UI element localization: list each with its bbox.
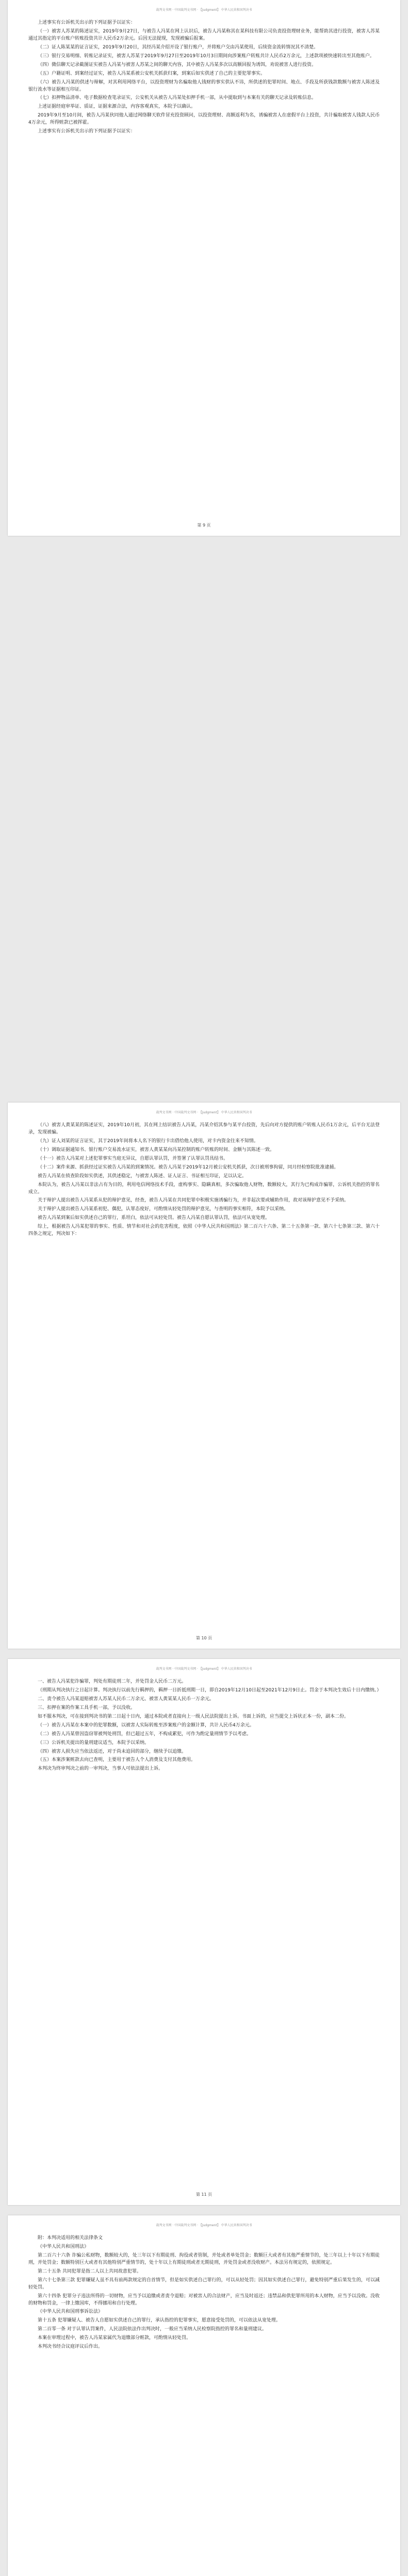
document-page [8,1103,400,1649]
paragraph: 综上，根据被告人冯某犯罪的事实、性质、情节和对社会的危害程度，依照《中华人民共和国刑法》第二百六十六条、第二十五条第一款、第六十七条第三款、第六十四条之规定，判决如下： [28,1224,380,1237]
paragraph: （十一）被告人冯某对上述犯罪事实当庭无异议，自愿认罪认罚，并签署了认罪认罚具结书。 [38,1156,229,1161]
paragraph: （一）被告人冯某在本案中的犯罪数额，以被害人实际转账至涉案账户的金额计算，共计人民币4万余元。 [38,1722,254,1728]
page-header: 裁判文书网 · 中国裁判文书网 · 【Judgment】 中华人民共和国判决书 [156,8,252,12]
document-page [8,2215,400,2576]
paragraph: 如不服本判决，可在接到判决书的第二日起十日内，通过本院或者直接向上一级人民法院提出上诉。书面上诉的，应当提交上诉状正本一份，副本二份。 [38,1714,349,1719]
paragraph: 一、被告人冯某犯诈骗罪，判处有期徒刑二年，并处罚金人民币二万元。 [38,1679,187,1684]
paragraph: （三）公诉机关提出的量刑建议适当，本院予以采纳。 [38,1740,150,1745]
paragraph: （六）被告人冯某的供述与辩解，对其利用网络平台，以投资理财为名骗取他人钱财的事实供认不讳，所供述的犯罪时间、地点、手段及所获钱款数额与被害人陈述及银行流水等证据相互印证。 [28,79,380,92]
paragraph: 被告人冯某到案后如实供述自己的罪行，系坦白，依法可从轻处罚。被告人冯某自愿认罪认罚，依法可从宽处理。 [38,1215,270,1221]
paragraph: （一）被害人苏某的陈述证实，2019年9月27日，与被告人冯某在网上认识后，被告人冯某称其在某科技有限公司负责投资理财业务，能帮助其进行投资，被害人苏某通过其指定的平台账户转账投资共计人民币2万余元。后因无法提现，发现被骗后报案。 [28,28,380,41]
paragraph: （五）本案涉案赃款去向已查明，主要用于被告人个人消费及支付其他费用。 [38,1757,196,1763]
paragraph: 附：本判决适用的相关法律条文 [38,2235,103,2241]
document-page [8,0,400,536]
page-body [28,1679,380,1774]
paragraph: 第二十五条 共同犯罪是指二人以上共同故意犯罪。 [38,2268,141,2274]
paragraph: 上述事实有公诉机关出示的下列证据予以证实： [38,20,136,25]
paragraph: 关于辩护人提出被告人冯某系初犯、偶犯，认罪态度好，可酌情从轻处罚的辩护意见，与查明的事实相符，本院予以采纳。 [38,1207,289,1212]
page-header: 裁判文书网 · 中国裁判文书网 · 【Judgment】 中华人民共和国判决书 [156,1111,252,1114]
paragraph: （刑期从判决执行之日起计算。判决执行以前先行羁押的，羁押一日折抵刑期一日，即自2019年12月10日起至2021年12月9日止。罚金于本判决生效后十日内缴纳。） [38,1687,382,1693]
page-header: 裁判文书网 · 中国裁判文书网 · 【Judgment】 中华人民共和国判决书 [156,1667,252,1671]
page-number: 第 10 页 [195,1636,213,1640]
page-body [28,2235,380,2352]
paragraph: 上述事实有公诉机关出示的下列证据予以证实： [38,129,136,134]
paragraph: （十二）案件来源、抓获经过证实被告人冯某的到案情况。被告人冯某于2019年12月被公安机关抓获，次日被刑事拘留，同月经检察院批准逮捕。 [38,1164,339,1170]
page-number: 第 9 页 [197,523,211,528]
paragraph: 被告人冯某在侦查阶段如实供述，其供述稳定，与被害人陈述、证人证言、书证相互印证，足以认定。 [38,1173,247,1179]
page-number: 第 11 页 [195,2192,213,2197]
paragraph: （二）被告人冯某曾因盗窃罪被判处刑罚，但已超过五年，不构成累犯，可作为酌定量刑情节予以考虑。 [38,1731,252,1737]
paragraph: 二、责令被告人冯某退赔被害人苏某人民币二万余元、被害人黄某某人民币一万余元。 [38,1696,215,1702]
page-body [28,1122,380,1240]
paragraph: 《中华人民共和国刑法》 [38,2244,89,2249]
paragraph: 第六十四条 犯罪分子违法所得的一切财物，应当予以追缴或者责令退赔；对被害人的合法财产，应当及时返还；违禁品和供犯罪所用的本人财物，应当予以没收。没收的财物和罚金，一律上缴国库，不得挪用和自行处理。 [28,2293,380,2306]
paragraph: 《中华人民共和国刑事诉讼法》 [38,2309,103,2315]
paragraph: 关于辩护人提出被告人冯某系从犯的辩护意见，经查，被告人冯某在共同犯罪中积极实施诱骗行为，并非起次要或辅助作用，故对该辩护意见不予采纳。 [38,1198,349,1204]
paragraph: （八）被害人黄某某的陈述证实，2019年10月初，其在网上结识被告人冯某，冯某介绍其参与某平台投资，先后向对方提供的账户转账人民币1万余元，后平台无法登录，发现被骗。 [28,1123,380,1135]
page-body [28,20,380,137]
paragraph: （十）调取证据通知书、银行账户交易流水证实，被害人黄某某向冯某控制的账户转账的时间、金额与其陈述一致。 [38,1147,275,1153]
paragraph: （四）微信聊天记录截图证实被告人冯某与被害人苏某之间的聊天内容，其中被告人冯某多次以高额回报为诱饵，劝说被害人进行投资。 [38,62,317,67]
paragraph: 本判决书经合议庭评议后作出。 [38,2344,103,2350]
paragraph: 第二百六十六条 诈骗公私财物，数额较大的，处三年以下有期徒刑、拘役或者管制，并处或者单处罚金；数额巨大或者有其他严重情节的，处三年以上十年以下有期徒刑，并处罚金；数额特别巨大或者有其他特别严重情节的，处十年以上有期徒刑或者无期徒刑，并处罚金或者没收财产。本法另有规定的，依照规定。 [28,2252,380,2265]
paragraph: （七）扣押物品清单、电子数据检查笔录证实，公安机关从被告人冯某处扣押手机一部，从中提取到与本案有关的聊天记录及转账信息。 [38,95,317,101]
paragraph: 第二百零一条 对于认罪认罚案件，人民法院依法作出判决时，一般应当采纳人民检察院指控的罪名和量刑建议。 [38,2327,267,2332]
paragraph: （二）证人陈某某的证言证实，2019年9月20日，其经冯某介绍开设了银行账户，并将账户交由冯某使用，后续资金流转情况其不清楚。 [38,44,319,50]
paragraph: 本判决为终审判决之前的一审判决，当事人可依法提出上诉。 [38,1766,164,1772]
paragraph: 第十五条 犯罪嫌疑人、被告人自愿如实供述自己的罪行，承认指控的犯罪事实，愿意接受处罚的，可以依法从宽处理。 [38,2318,281,2324]
paragraph: （四）被害人损失应当依法返还，对于尚未追回的部分，继续予以追缴。 [38,1749,187,1754]
paragraph: 第六十七条第三款 犯罪嫌疑人虽不具有前两款规定的自首情节，但是如实供述自己罪行的，可以从轻处罚；因其如实供述自己罪行，避免特别严重后果发生的，可以减轻处罚。 [28,2277,380,2290]
paragraph: 上述证据经庭审举证、质证，证据来源合法，内容客观真实，本院予以确认。 [38,104,196,110]
paragraph: 本院认为，被告人冯某以非法占有为目的，利用电信网络技术手段，虚构事实、隐瞒真相，多次骗取他人财物，数额较大，其行为已构成诈骗罪，公诉机关指控的罪名成立。 [28,1182,380,1195]
page-header: 裁判文书网 · 中国裁判文书网 · 【Judgment】 中华人民共和国判决书 [156,2224,252,2227]
paragraph: （三）银行交易明细、转账记录证实，被害人苏某于2019年9月27日至2019年10月3日期间向涉案账户转账共计人民币2万余元，上述款项被快速转出至其他账户。 [38,53,374,59]
paragraph: 三、扣押在案的作案工具手机一部，予以没收。 [38,1705,136,1710]
document-page [8,1659,400,2205]
paragraph: （五）户籍证明、到案经过证实，被告人冯某系被公安机关抓获归案，到案后如实供述了自己的主要犯罪事实。 [38,71,266,76]
paragraph: （九）证人刘某的证言证实，其于2019年间将本人名下的银行卡出借给他人使用，对卡内资金往来不知情。 [38,1138,258,1144]
paragraph: 2019年9月至10月间，被告人冯某伙同他人通过网络聊天软件冒充投资顾问，以投资理财、高额返利为名，诱骗被害人在虚假平台上投资，共计骗取被害人钱款人民币4万余元，所得赃款已被挥霍。 [28,113,380,126]
paragraph: 本案在审理过程中，被告人冯某家属代为退缴部分赃款，可酌情从轻处罚。 [38,2335,191,2341]
